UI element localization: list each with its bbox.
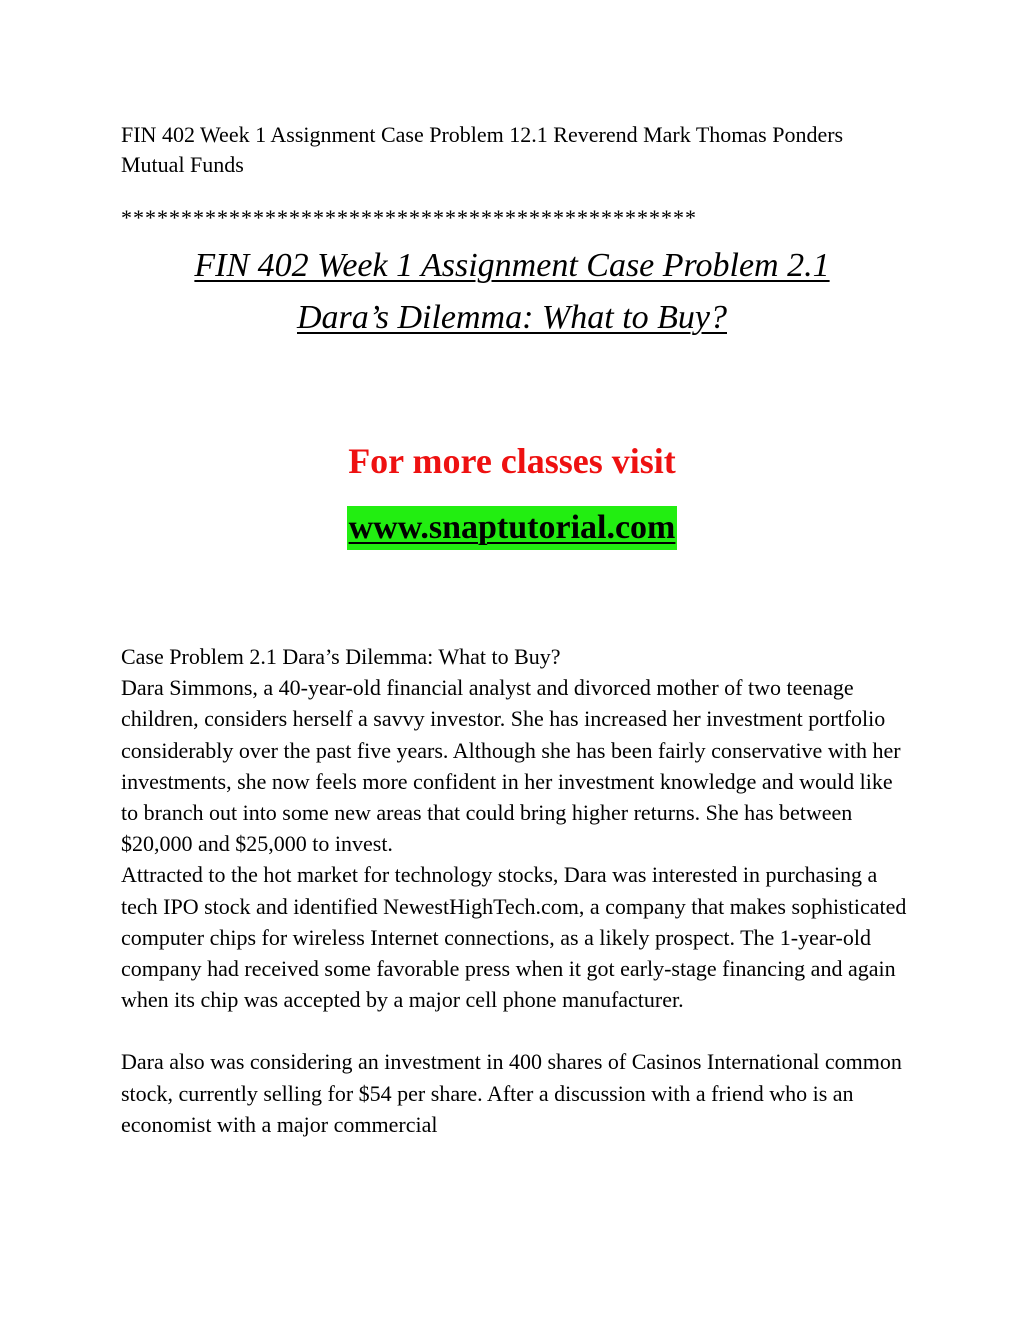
case-paragraph-2: Attracted to the hot market for technology stocks, Dara was interested in purchasing a tech IPO stock and identified NewestHighTech.com, a company that makes sophisticated computer chips for wireless Internet connections, as a likely prospect. The 1-year-old company had received some favorable press when it got early-stage financing and again when its chip was accepted by a major cell phone manufacturer. — [121, 862, 907, 1013]
document-top-title: FIN 402 Week 1 Assignment Case Problem 12.1 Reverend Mark Thomas Ponders Mutual Funds — [121, 122, 844, 177]
case-paragraph-1: Dara Simmons, a 40-year-old financial analyst and divorced mother of two teenage children, considers herself a savvy investor. She has increased her investment portfolio considerably over the past five years. Although she has been fairly conservative with her investments, she now feels more confident in her investment knowledge and would like to branch out into some new areas that could bring higher returns. She has between $20,000 and $25,000 to invest. — [121, 675, 901, 857]
visit-promo-text: For more classes visit — [348, 441, 676, 481]
case-title: Case Problem 2.1 Dara’s Dilemma: What to Buy? — [121, 644, 561, 669]
main-heading — [0, 240, 1024, 344]
main-heading-line-2: Dara’s Dilemma: What to Buy? — [297, 299, 727, 336]
promo-link-container — [0, 506, 1024, 550]
paragraph-spacer — [121, 1015, 911, 1046]
snaptutorial-link[interactable]: www.snaptutorial.com — [347, 506, 678, 550]
main-heading-line-1: FIN 402 Week 1 Assignment Case Problem 2.1 — [194, 247, 830, 284]
separator-stars: ************************************************ — [121, 205, 697, 230]
case-body — [121, 641, 911, 1140]
case-paragraph-3: Dara also was considering an investment in 400 shares of Casinos International common stock, currently selling for $54 per share. After a discussion with a friend who is an economist with a major commercial — [121, 1049, 902, 1137]
